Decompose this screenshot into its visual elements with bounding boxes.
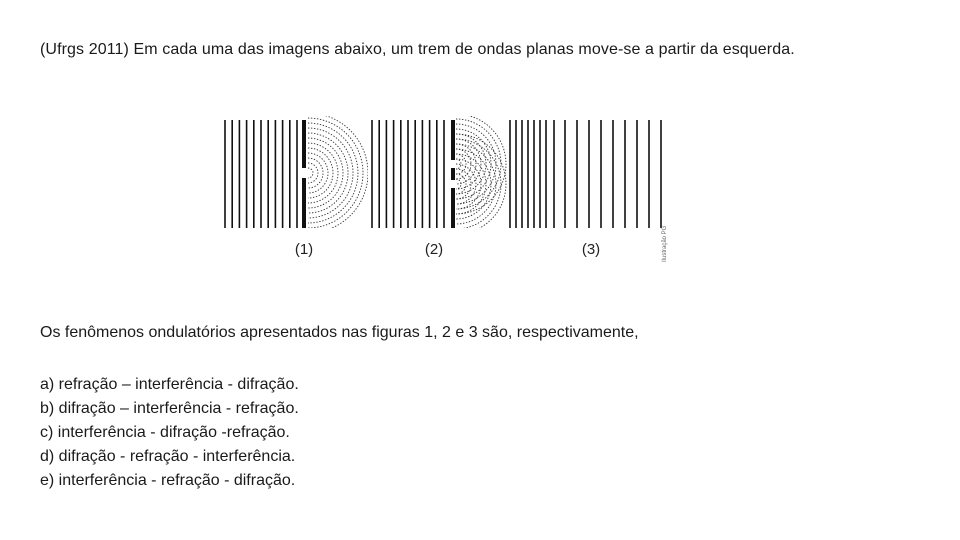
- figure-panel-1: [225, 116, 368, 233]
- question-intro: (Ufrgs 2011) Em cada uma das imagens abaixo, um trem de ondas planas move-se a partir da esquerda.: [40, 41, 795, 58]
- circular-wavefront: [308, 158, 323, 188]
- option-e[interactable]: e) interferência - refração - difração.: [40, 472, 296, 489]
- circular-wavefront: [308, 168, 313, 178]
- option-c[interactable]: c) interferência - difração -refração.: [40, 424, 290, 441]
- circular-wavefront: [456, 154, 466, 174]
- figure-label-2: (2): [424, 241, 444, 258]
- figure-panel-3: [510, 120, 661, 228]
- option-d[interactable]: d) difração - refração - interferência.: [40, 448, 296, 465]
- circular-wavefront: [308, 118, 363, 228]
- circular-wavefront: [308, 148, 333, 198]
- circular-wavefront: [308, 163, 318, 183]
- answer-options: [40, 373, 299, 493]
- figure-panel-2: [372, 116, 506, 234]
- wave-figure: [220, 116, 670, 266]
- figure-label-3: (3): [581, 241, 601, 258]
- figure-credit: Ilustração PG: [662, 225, 668, 262]
- circular-wavefront: [308, 143, 338, 203]
- figure-label-1: (1): [294, 241, 314, 258]
- circular-wavefront: [456, 149, 471, 179]
- wave-figure-svg: [220, 116, 670, 266]
- circular-wavefront: [456, 159, 481, 209]
- option-a[interactable]: a) refração – interferência - difração.: [40, 376, 299, 393]
- option-b[interactable]: b) difração – interferência - refração.: [40, 400, 299, 417]
- circular-wavefront: [308, 128, 353, 218]
- question-text: Os fenômenos ondulatórios apresentados nas figuras 1, 2 e 3 são, respectivamente,: [40, 324, 639, 341]
